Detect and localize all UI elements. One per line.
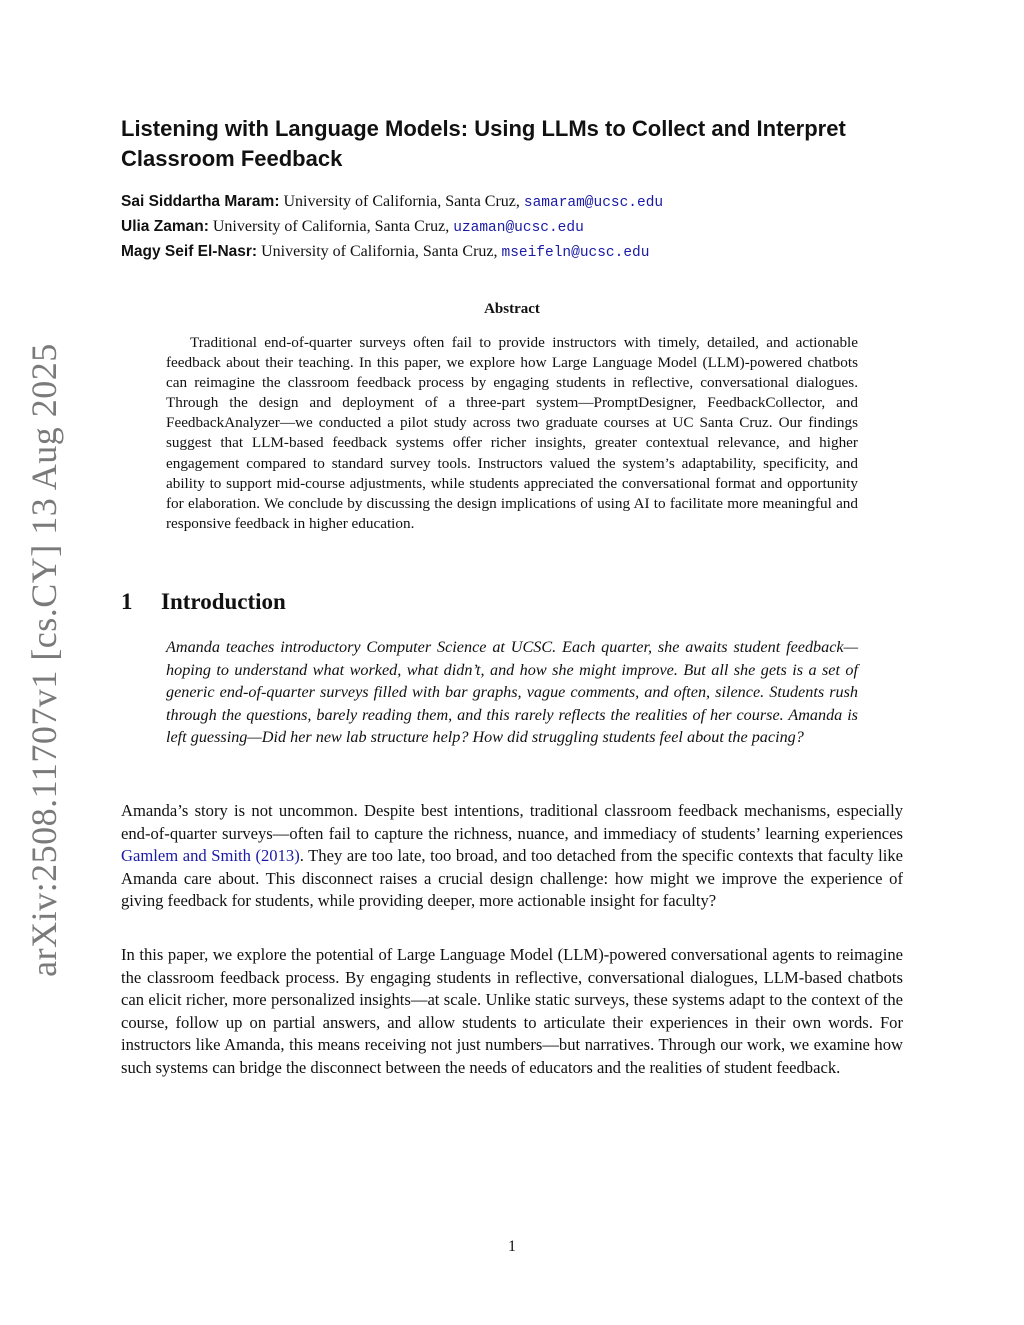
abstract-text: Traditional end-of-quarter surveys often fail to provide instructors with timely, detailed, and actionable feedback about their teaching. In this paper, we explore how Large Language Model (LLM)-powered chatbots can reimagine the classroom feedback process by engaging students in reflective, conversational dialogues. Through the design and deployment of a three-part system—PromptDesigner, FeedbackCollector, and FeedbackAnalyzer—we conducted a pilot study across two graduate courses at UC Santa Cruz. Our findings suggest that LLM-based feedback systems offer richer insights, greater contextual relevance, and higher engagement compared to standard survey tools. Instructors valued the system’s adaptability, specificity, and ability to support mid-course adjustments, while students appreciated the conversational format and opportunity for elaboration. We conclude by discussing the design implications of using AI to facilitate more meaningful and responsive feedback in higher education. [166, 334, 858, 532]
author-name: Ulia Zaman: [121, 218, 209, 235]
author-entry [121, 190, 911, 215]
author-email-link[interactable]: samaram@ucsc.edu [523, 195, 664, 211]
arxiv-identifier-stamp: arXiv:2508.11707v1 [cs.CY] 13 Aug 2025 [24, 343, 64, 977]
section-heading [121, 586, 286, 618]
author-affiliation: University of California, Santa Cruz, [208, 218, 454, 235]
author-entry [121, 240, 911, 265]
page-number: 1 [508, 1238, 516, 1255]
author-email-link[interactable]: mseifeln@ucsc.edu [501, 245, 650, 261]
author-name: Sai Siddartha Maram: [121, 193, 280, 210]
intro-paragraph-2: In this paper, we explore the potential of Large Language Model (LLM)-powered conversational agents to reimagine the classroom feedback process. By engaging students in reflective, conversational dialogues, LLM-based chatbots can elicit richer, more personalized insights—at scale. Unlike static surveys, these systems adapt to the context of the course, follow up on partial answers, and allow students to articulate their experiences in their own words. For instructors like Amanda, this means receiving not just numbers—but narratives. Through our work, we examine how such systems can bridge the disconnect between the needs of educators and the realities of student feedback. [121, 945, 903, 1077]
abstract-heading: Abstract [484, 301, 540, 317]
paragraph-text: Amanda’s story is not uncommon. Despite best intentions, traditional classroom feedback mechanisms, especially end-of-quarter surveys—often fail to capture the richness, nuance, and immediacy of students’ learning experiences [121, 801, 903, 843]
intro-vignette: Amanda teaches introductory Computer Science at UCSC. Each quarter, she awaits student feedback—hoping to understand what worked, what didn’t, and how she might improve. But all she gets is a set of generic end-of-quarter surveys filled with bar graphs, vague comments, and often, silence. Students rush through the questions, barely reading them, and this rarely reflects the realities of her course. Amanda is left guessing—Did her new lab structure help? How did struggling students feel about the pacing? [166, 638, 858, 747]
section-number: 1 [121, 589, 133, 614]
section-title: Introduction [161, 589, 286, 614]
author-affiliation: University of California, Santa Cruz, [257, 243, 502, 260]
author-entry [121, 215, 911, 240]
author-name: Magy Seif El-Nasr: [121, 243, 258, 260]
author-list [121, 190, 911, 265]
paragraph-text: . They are too late, too broad, and too detached from the specific contexts that faculty like Amanda care about. This disconnect raises a crucial design challenge: how might we improve the experience of giving feedback for students, while providing deeper, more actionable insight for faculty? [121, 846, 903, 911]
intro-paragraph-1 [121, 800, 903, 913]
citation-link[interactable]: Gamlem and Smith (2013) [121, 846, 300, 866]
author-email-link[interactable]: uzaman@ucsc.edu [453, 220, 584, 236]
author-affiliation: University of California, Santa Cruz, [279, 193, 524, 210]
paper-title: Listening with Language Models: Using LLMs to Collect and Interpret Classroom Feedback [121, 116, 846, 171]
